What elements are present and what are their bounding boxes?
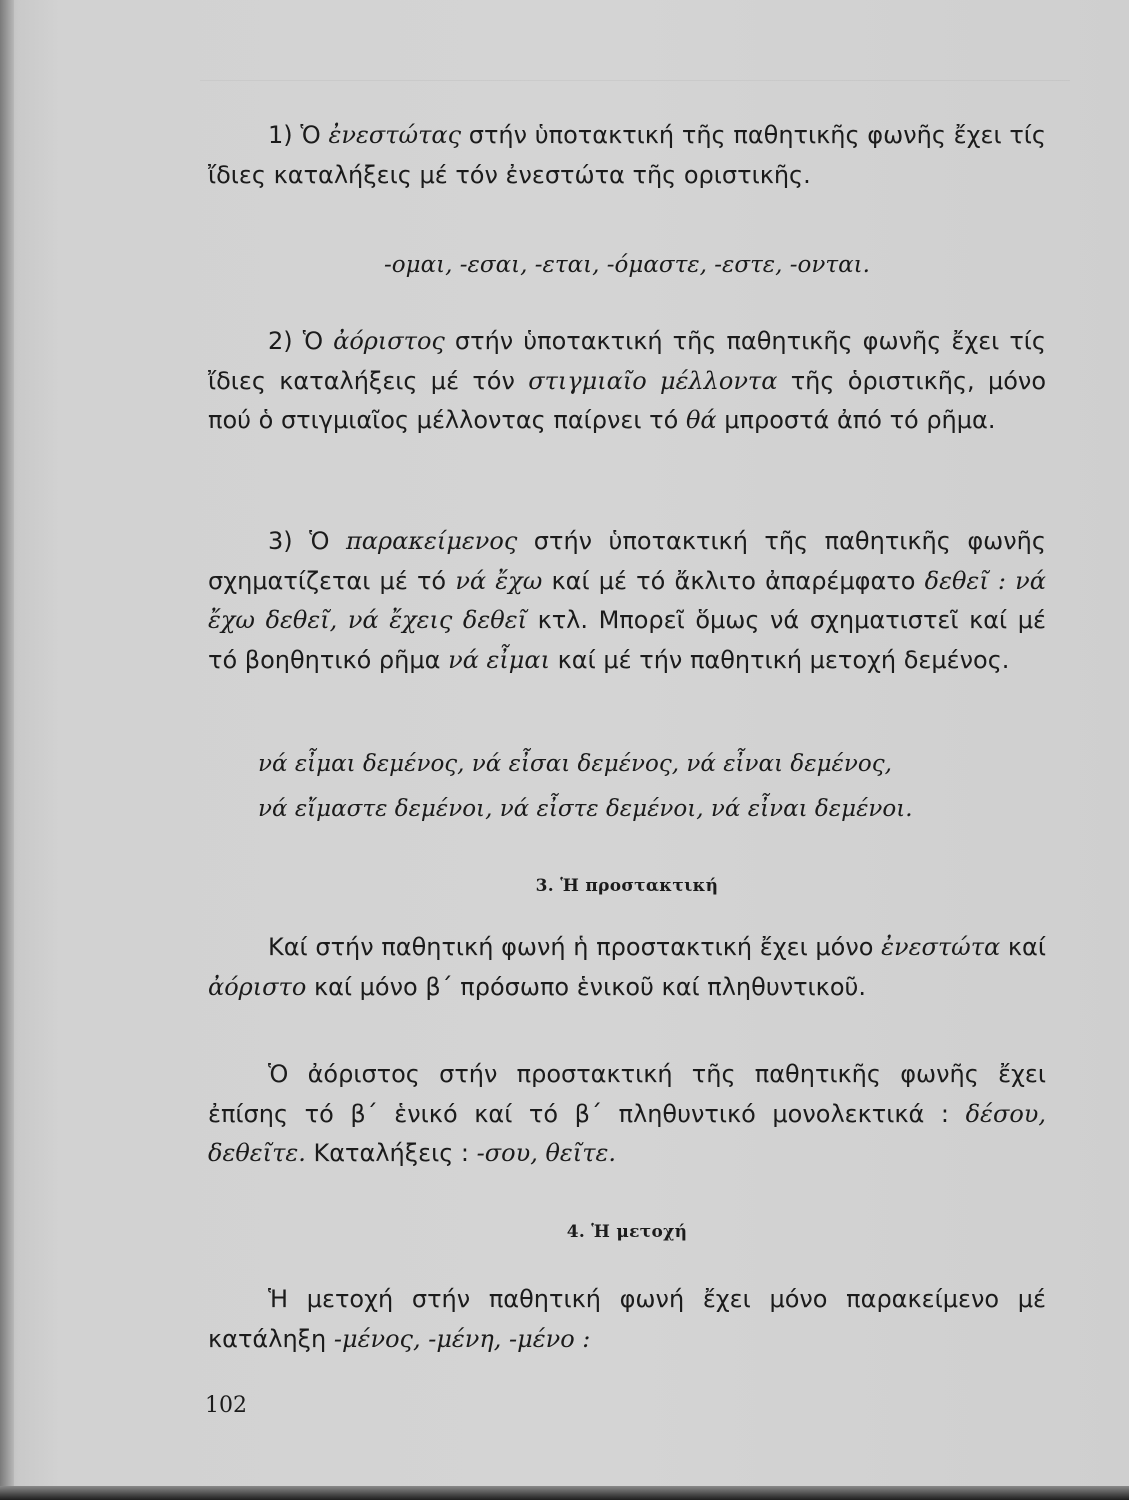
section-4-p1-term: -μένος, -μένη, -μένο : <box>333 1324 591 1353</box>
paragraph-2-term: ἀόριστος <box>333 327 445 355</box>
page-number: 102 <box>205 1393 247 1418</box>
book-spine-shadow <box>0 0 14 1500</box>
page-bottom-edge <box>0 1486 1129 1500</box>
paragraph-3-term3: δεθεῖ : νά ἔχω δεθεῖ, νά ἔχεις δεθεῖ <box>208 566 1046 634</box>
endings-formula: -ομαι, -εσαι, -εται, -όμαστε, -εστε, -ονται. <box>384 252 870 278</box>
section-3-p2-text-a: Ὁ ἀόριστος στήν προστακτική τῆς παθητικῆς φωνῆς ἔχει ἐπίσης τό β΄ ἑνικό καί τό β΄ πληθυντικό μονολεκτικά : <box>208 1060 1046 1128</box>
paragraph-1-term: ἐνεστώτας <box>328 121 462 149</box>
paragraph-3-text-c: κτλ. Μπορεῖ ὅμως νά σχηματιστεῖ καί μέ τό βοηθητικό ρῆμα <box>208 606 1046 674</box>
forms-line-1: νά εἶμαι δεμένος, νά εἶσαι δεμένος, νά εἶναι δεμένος, <box>258 751 892 777</box>
paragraph-3-term2: νά ἔχω <box>455 566 543 595</box>
paragraph-2-text-b: τῆς ὁριστικῆς, μόνο πού ὁ στιγμιαῖος μέλλοντας παίρνει τό <box>208 366 1046 434</box>
paragraph-1-article: Ὁ <box>300 121 321 149</box>
paragraph-3-text-a: στήν ὑποτακτική τῆς παθητικῆς φωνῆς σχηματίζεται μέ τό <box>208 527 1046 595</box>
paragraph-2-text-c: μπροστά ἀπό τό ρῆμα. <box>724 406 996 434</box>
section-3-p1-text-c: καί μόνο β΄ πρόσωπο ἑνικοῦ καί πληθυντικοῦ. <box>313 972 867 1001</box>
section-3-p1-term2: ἀόριστο <box>208 972 307 1001</box>
section-3-p2-term2: -σου, θεῖτε. <box>476 1139 616 1167</box>
paragraph-2-text-a: στήν ὑποτακτική τῆς παθητικῆς φωνῆς ἔχει τίς ἴδιες καταλήξεις μέ τόν <box>208 327 1046 395</box>
section-4-heading: 4. Ἡ μετοχή <box>566 1222 688 1242</box>
paragraph-2-term2: στιγμιαῖο μέλλοντα <box>528 366 778 395</box>
forms-line-2: νά εἴμαστε δεμένοι, νά εἶστε δεμένοι, νά εἶναι δεμένοι. <box>258 796 913 822</box>
paragraph-3 <box>208 522 1046 680</box>
paragraph-3-article: Ὁ <box>309 527 330 555</box>
paragraph-3-term: παρακείμενος <box>346 527 518 555</box>
paragraph-3-term4: νά εἶμαι <box>448 645 551 674</box>
paragraph-3-text-b: καί μέ τό ἄκλιτο ἀπαρέμφατο <box>551 566 916 595</box>
section-3-p1-text-a: Καί στήν παθητική φωνή ἡ προστακτική ἔχει μόνο <box>268 933 874 961</box>
paragraph-2-article: Ὁ <box>302 327 324 355</box>
paragraph-2-number: 2) <box>268 327 293 355</box>
paragraph-3-number: 3) <box>268 527 293 555</box>
section-3-paragraph-2 <box>208 1055 1046 1174</box>
paragraph-2-term3: θά <box>685 406 717 434</box>
section-3-p2-text-b: Καταλήξεις : <box>313 1139 470 1167</box>
section-4-paragraph-1 <box>208 1280 1046 1359</box>
section-3-p1-term1: ἐνεστώτα <box>881 933 1001 961</box>
section-4-p1-text: Ἡ μετοχή στήν παθητική φωνή ἔχει μόνο παρακείμενο μέ κατάληξη <box>208 1285 1046 1353</box>
section-3-p1-text-b: καί <box>1007 933 1046 961</box>
section-3-heading: 3. Ἡ προστακτική <box>535 876 719 896</box>
paragraph-2 <box>208 322 1046 441</box>
section-3-paragraph-1 <box>208 928 1046 1007</box>
paragraph-1-text: στήν ὑποτακτική τῆς παθητικῆς φωνῆς ἔχει τίς ἴδιες καταλήξεις μέ τόν ἐνεστώτα τῆς οριστικῆς. <box>208 121 1046 189</box>
section-3-p2-term1: δέσου, δεθεῖτε. <box>208 1099 1046 1167</box>
paragraph-1-number: 1) <box>268 121 293 149</box>
paragraph-3-text-d: καί μέ τήν παθητική μετοχή δεμένος. <box>557 645 1010 674</box>
paragraph-1 <box>208 116 1046 195</box>
